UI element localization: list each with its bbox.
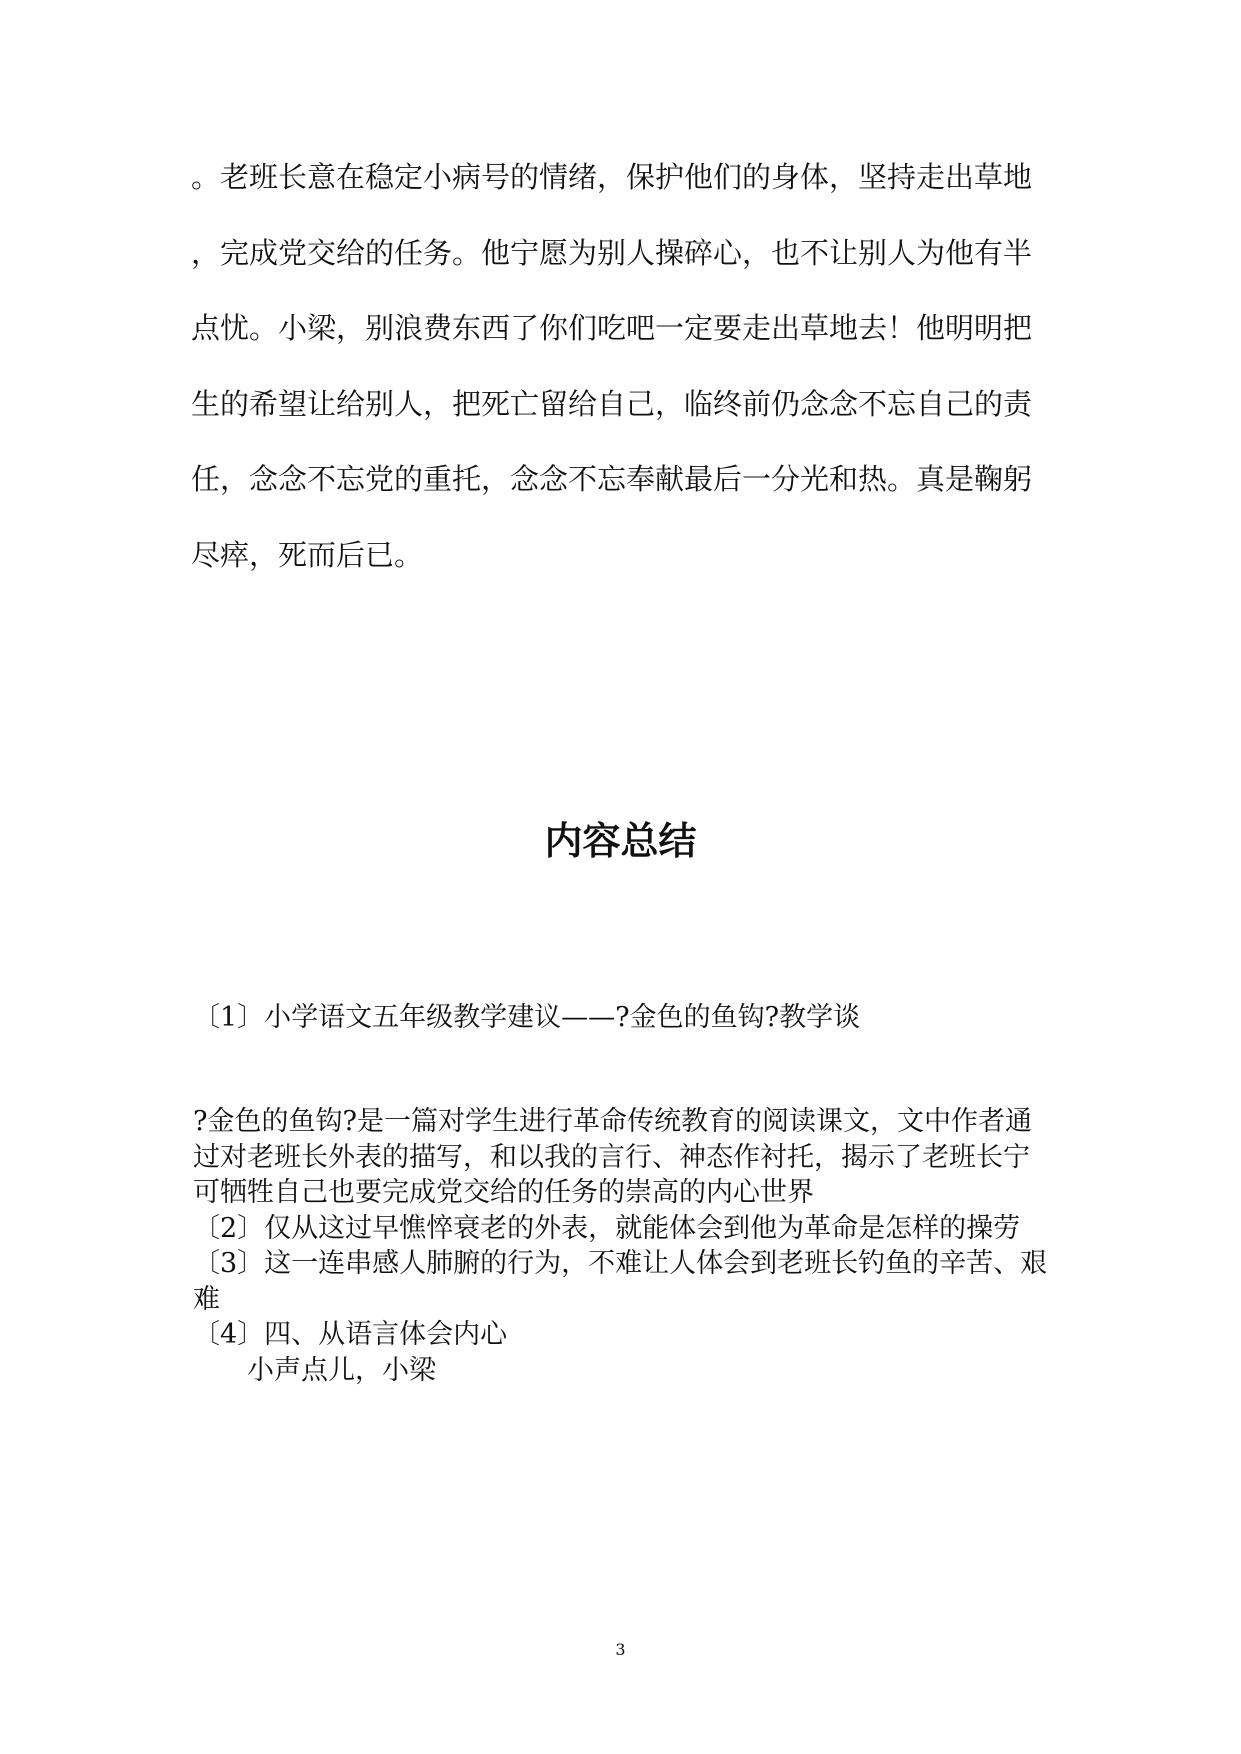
summary-heading: 内容总结 (544, 818, 697, 863)
summary-line: ?金色的鱼钩?是一篇对学生进行革命传统教育的阅读课文，文中作者通 (193, 1106, 1032, 1137)
summary-line: 可牺牲自己也要完成党交给的任务的崇高的内心世界 (193, 1177, 814, 1208)
item-1-title: 〔1〕小学语文五年级教学建议——?金色的鱼钩?教学谈 (193, 1002, 861, 1033)
body-line: 任，念念不忘党的重托，念念不忘奉献最后一分光和热。真是鞠躬 (191, 462, 1033, 496)
page-number: 3 (615, 1640, 626, 1659)
summary-line: 过对老班长外表的描写，和以我的言行、神态作衬托，揭示了老班长宁 (193, 1141, 1030, 1173)
summary-line: 难 (193, 1283, 220, 1315)
summary-item-2: 〔2〕仅从这过早憔悴衰老的外表，就能体会到他为革命是怎样的操劳 (193, 1212, 1021, 1244)
summary-quote: 小声点儿，小梁 (247, 1354, 436, 1386)
body-paragraph (191, 140, 1051, 593)
body-line: 生的希望让给别人，把死亡留给自己，临终前仍念念不忘自己的责 (191, 386, 1033, 421)
summary-item-3: 〔3〕这一连串感人肺腑的行为，不难让人体会到老班长钓鱼的辛苦、艰 (193, 1248, 1048, 1279)
body-line: 尽瘁，死而后已。 (191, 537, 424, 572)
summary-item-4: 〔4〕四、从语言体会内心 (193, 1319, 508, 1350)
body-line: 点忧。小梁，别浪费东西了你们吃吧一定要走出草地去！他明明把 (191, 311, 1033, 345)
summary-paragraph (193, 1104, 1053, 1388)
body-line: ，完成党交给的任务。他宁愿为别人操碎心，也不让别人为他有半 (191, 235, 1033, 270)
body-line: 。老班长意在稳定小病号的情绪，保护他们的身体，坚持走出草地 (191, 160, 1033, 194)
